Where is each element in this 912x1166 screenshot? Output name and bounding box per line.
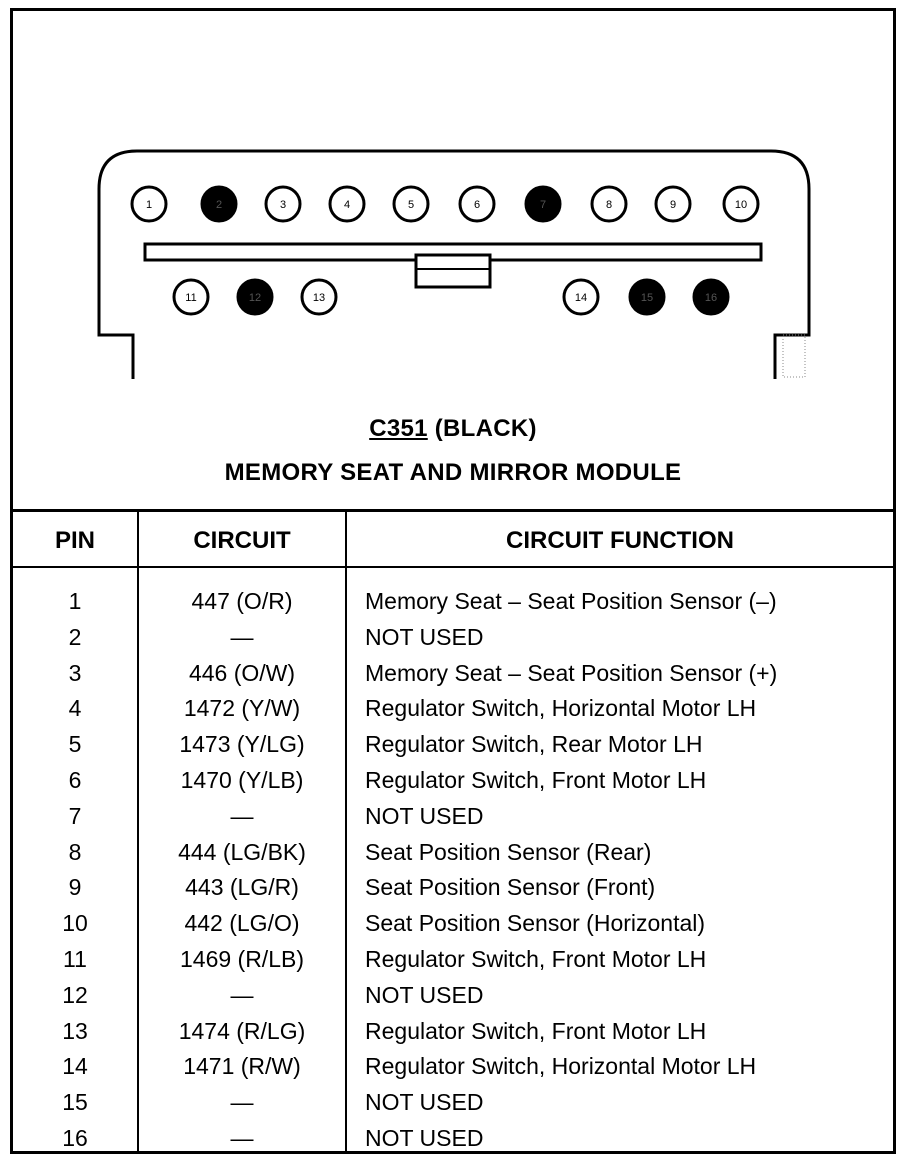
pin-3: [266, 187, 300, 221]
top-pin-row: [132, 187, 758, 221]
function-cell: Seat Position Sensor (Horizontal): [365, 910, 706, 937]
pin-label: 15: [640, 292, 654, 304]
table-row: [13, 582, 893, 618]
table-header: [13, 512, 893, 568]
table-row: [13, 618, 893, 654]
pin-label: 3: [279, 199, 287, 211]
circuit-cell: 1473 (Y/LG): [179, 731, 305, 758]
table-row: [13, 725, 893, 761]
pin-label: 14: [574, 292, 588, 304]
pin-label: 16: [704, 292, 718, 304]
pin-label: 5: [407, 199, 415, 211]
pin-16: [694, 280, 728, 314]
pin-label: 1: [145, 199, 153, 211]
pin-4: [330, 187, 364, 221]
connector-face-drawing: [13, 11, 893, 411]
pin-cell: 7: [68, 802, 82, 829]
circuit-cell: 444 (LG/BK): [178, 838, 306, 865]
function-cell: NOT USED: [365, 981, 484, 1008]
circuit-cell: 443 (LG/R): [185, 874, 299, 901]
function-cell: NOT USED: [365, 802, 484, 829]
circuit-cell: 442 (LG/O): [184, 910, 300, 937]
table-row: [13, 940, 893, 976]
pin-label: 7: [539, 199, 547, 211]
pin-1: [132, 187, 166, 221]
function-cell: Memory Seat – Seat Position Sensor (–): [365, 588, 777, 614]
function-cell: NOT USED: [365, 1124, 484, 1151]
pin-5: [394, 187, 428, 221]
pin-cell: 13: [62, 1017, 88, 1044]
pin-cell: 16: [62, 1124, 88, 1151]
function-cell: Regulator Switch, Rear Motor LH: [365, 731, 703, 758]
table-row: [13, 761, 893, 797]
circuit-cell: 1470 (Y/LB): [180, 766, 304, 793]
circuit-cell: 446 (O/W): [188, 659, 296, 686]
pin-13: [302, 280, 336, 314]
function-cell: Memory Seat – Seat Position Sensor (+): [365, 659, 778, 686]
circuit-cell: —: [230, 623, 254, 650]
circuit-cell: 1471 (R/W): [183, 1053, 301, 1080]
connector-code: C351: [369, 415, 428, 442]
pin-label: 12: [248, 292, 262, 304]
connector-latch: [416, 255, 490, 287]
table-row: [13, 904, 893, 940]
function-cell: Regulator Switch, Horizontal Motor LH: [365, 1053, 757, 1080]
pin-cell: 8: [68, 838, 82, 865]
pin-15: [630, 280, 664, 314]
connector-caption: [13, 415, 893, 443]
circuit-cell: —: [230, 981, 254, 1008]
table-row: [13, 976, 893, 1012]
pin-cell: 11: [63, 945, 87, 972]
function-cell: Seat Position Sensor (Front): [365, 874, 656, 901]
table-body: [13, 582, 893, 1155]
header-circuit: CIRCUIT: [193, 527, 291, 554]
function-cell: Regulator Switch, Front Motor LH: [365, 766, 707, 793]
table-row: [13, 833, 893, 869]
table-row: [13, 689, 893, 725]
header-pin: PIN: [54, 527, 95, 554]
function-cell: NOT USED: [365, 1089, 484, 1116]
pin-table: [13, 509, 893, 1154]
pin-label: 4: [343, 199, 351, 211]
circuit-cell: 1472 (Y/W): [183, 695, 301, 722]
pin-label: 6: [473, 199, 481, 211]
pin-cell: 14: [62, 1053, 88, 1080]
function-cell: Regulator Switch, Horizontal Motor LH: [365, 695, 757, 722]
table-row: [13, 1119, 893, 1155]
circuit-cell: 447 (O/R): [191, 588, 293, 614]
pin-cell: 12: [62, 981, 88, 1008]
pin-14: [564, 280, 598, 314]
diagram-frame: [10, 8, 896, 1154]
pin-cell: 6: [68, 766, 82, 793]
pin-8: [592, 187, 626, 221]
pin-6: [460, 187, 494, 221]
pin-cell: 2: [68, 623, 82, 650]
pin-11: [174, 280, 208, 314]
function-cell: Regulator Switch, Front Motor LH: [365, 1017, 707, 1044]
pin-label: 11: [185, 292, 197, 304]
pin-cell: 3: [68, 659, 82, 686]
circuit-cell: —: [230, 1089, 254, 1116]
pin-cell: 15: [62, 1089, 88, 1116]
circuit-cell: —: [230, 802, 254, 829]
function-cell: NOT USED: [365, 623, 484, 650]
connector-diagram-area: [13, 11, 899, 511]
pin-2: [202, 187, 236, 221]
pin-cell: 10: [62, 910, 88, 937]
pin-label: 10: [734, 199, 748, 211]
pin-cell: 9: [68, 874, 82, 901]
table-row: [13, 868, 893, 904]
connector-title: MEMORY SEAT AND MIRROR MODULE: [224, 459, 682, 486]
pin-label: 2: [215, 199, 223, 211]
pin-7: [526, 187, 560, 221]
pin-cell: 5: [68, 731, 82, 758]
connector-right-shading: [783, 335, 805, 377]
pin-cell: 1: [68, 588, 82, 614]
function-cell: Seat Position Sensor (Rear): [365, 838, 652, 865]
pin-9: [656, 187, 690, 221]
pin-label: 8: [605, 199, 613, 211]
connector-color-label: (BLACK): [434, 415, 537, 442]
header-circuit-function: CIRCUIT FUNCTION: [506, 527, 734, 554]
pin-12: [238, 280, 272, 314]
circuit-cell: 1474 (R/LG): [178, 1017, 306, 1044]
pin-10: [724, 187, 758, 221]
circuit-cell: 1469 (R/LB): [179, 945, 304, 972]
circuit-cell: —: [230, 1124, 254, 1151]
table-row: [13, 1012, 893, 1048]
pin-label: 9: [669, 199, 677, 211]
pin-cell: 4: [68, 695, 82, 722]
function-cell: Regulator Switch, Front Motor LH: [365, 945, 707, 972]
table-row: [13, 654, 893, 690]
table-row: [13, 1083, 893, 1119]
table-row: [13, 797, 893, 833]
pin-label: 13: [312, 292, 326, 304]
table-row: [13, 1047, 893, 1083]
